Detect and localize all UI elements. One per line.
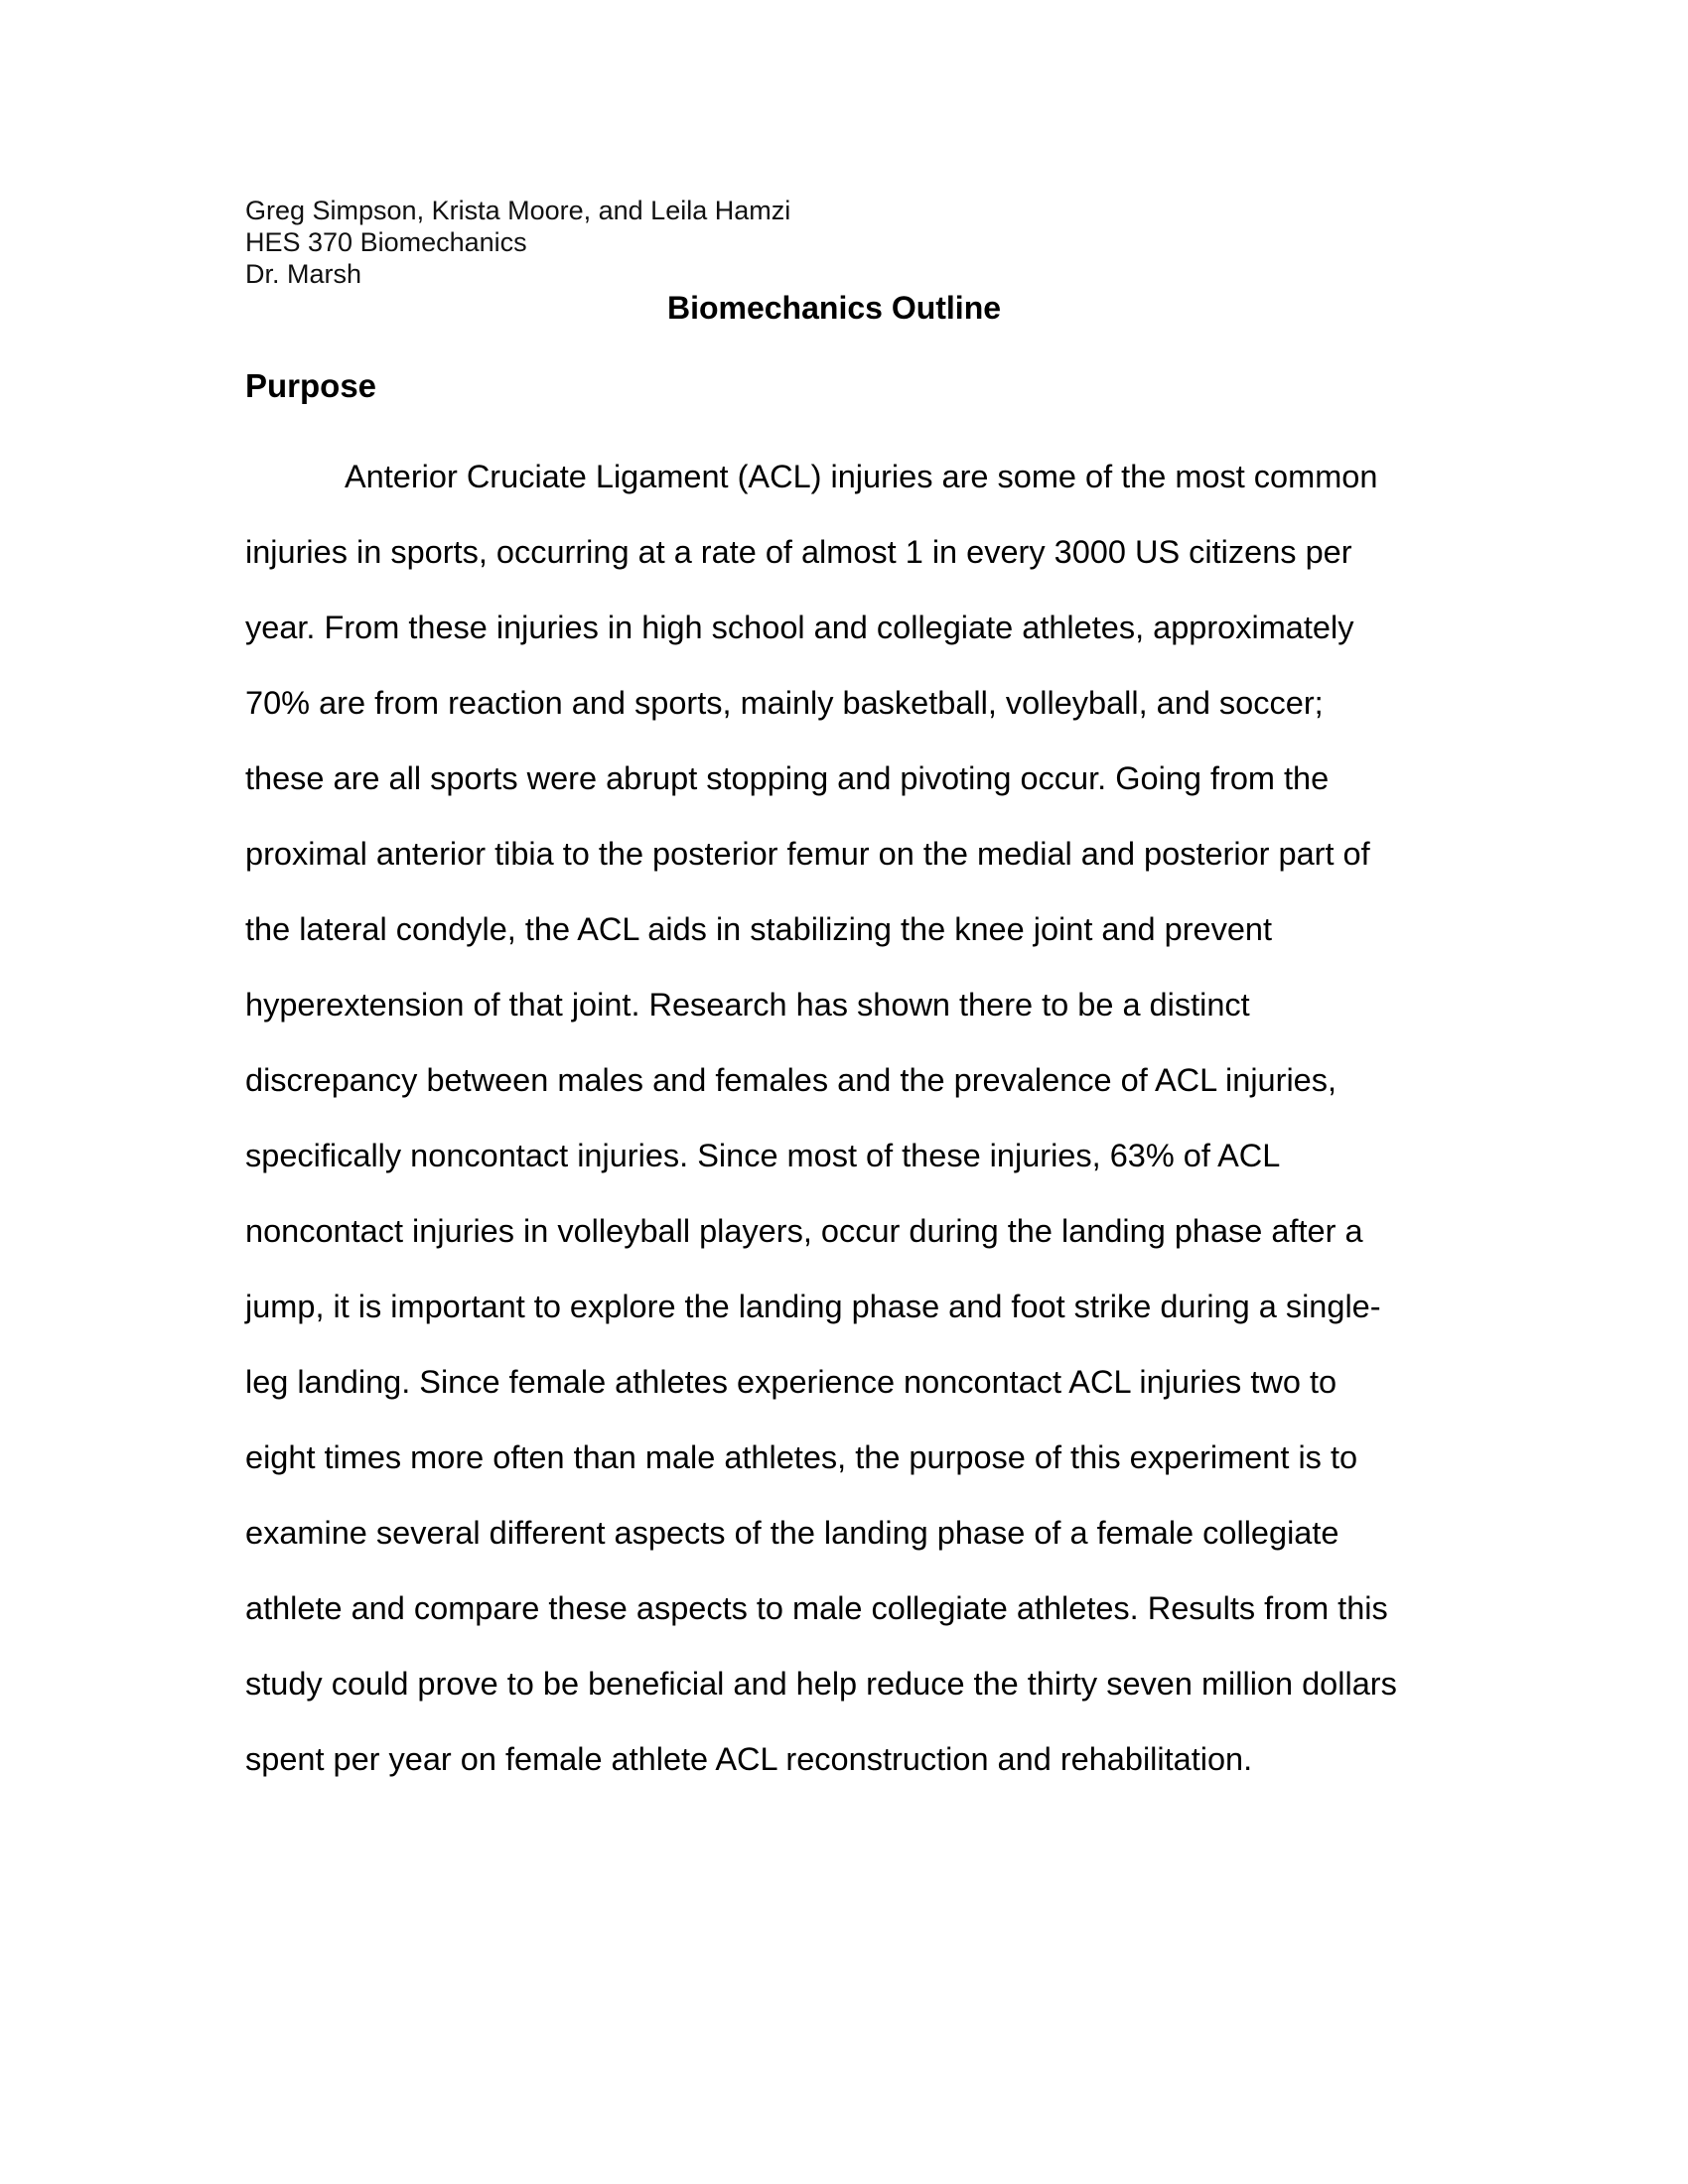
paragraph-line: proximal anterior tibia to the posterior femur on the medial and posterior part of — [245, 836, 1370, 872]
paragraph-line: leg landing. Since female athletes experience noncontact ACL injuries two to — [245, 1364, 1337, 1400]
paragraph-line: noncontact injuries in volleyball players, occur during the landing phase after a — [245, 1213, 1363, 1249]
paragraph-line: the lateral condyle, the ACL aids in stabilizing the knee joint and prevent — [245, 911, 1273, 947]
paragraph-line: specifically noncontact injuries. Since most of these injuries, 63% of ACL — [245, 1138, 1281, 1173]
paragraph-line: Anterior Cruciate Ligament (ACL) injuries are some of the most common — [345, 459, 1378, 494]
paragraph-line: injuries in sports, occurring at a rate of almost 1 in every 3000 US citizens per — [245, 534, 1352, 570]
paragraph-line: athlete and compare these aspects to male collegiate athletes. Results from this — [245, 1590, 1388, 1626]
paragraph-line: jump, it is important to explore the landing phase and foot strike during a single- — [245, 1289, 1381, 1324]
paragraph-line: these are all sports were abrupt stopping and pivoting occur. Going from the — [245, 760, 1330, 796]
document-title: Biomechanics Outline — [666, 290, 1002, 326]
paragraph-line: 70% are from reaction and sports, mainly basketball, volleyball, and soccer; — [245, 685, 1324, 721]
paragraph-line: year. From these injuries in high school and collegiate athletes, approximately — [245, 610, 1354, 645]
paragraph-line: discrepancy between males and females and the prevalence of ACL injuries, — [245, 1062, 1337, 1098]
paragraph-line: study could prove to be beneficial and help reduce the thirty seven million dollars — [245, 1666, 1397, 1702]
instructor-line: Dr. Marsh — [245, 259, 362, 289]
paragraph-line: examine several different aspects of the landing phase of a female collegiate — [245, 1515, 1339, 1551]
authors-line: Greg Simpson, Krista Moore, and Leila Hamzi — [245, 196, 791, 225]
paragraph-line: spent per year on female athlete ACL reconstruction and rehabilitation. — [245, 1741, 1253, 1777]
course-line: HES 370 Biomechanics — [245, 227, 527, 257]
paragraph-line: hyperextension of that joint. Research has shown there to be a distinct — [245, 987, 1250, 1023]
section-heading-purpose: Purpose — [245, 367, 377, 404]
purpose-paragraph — [245, 439, 1457, 1797]
paragraph-line: eight times more often than male athletes, the purpose of this experiment is to — [245, 1439, 1358, 1475]
document-header — [245, 195, 790, 290]
